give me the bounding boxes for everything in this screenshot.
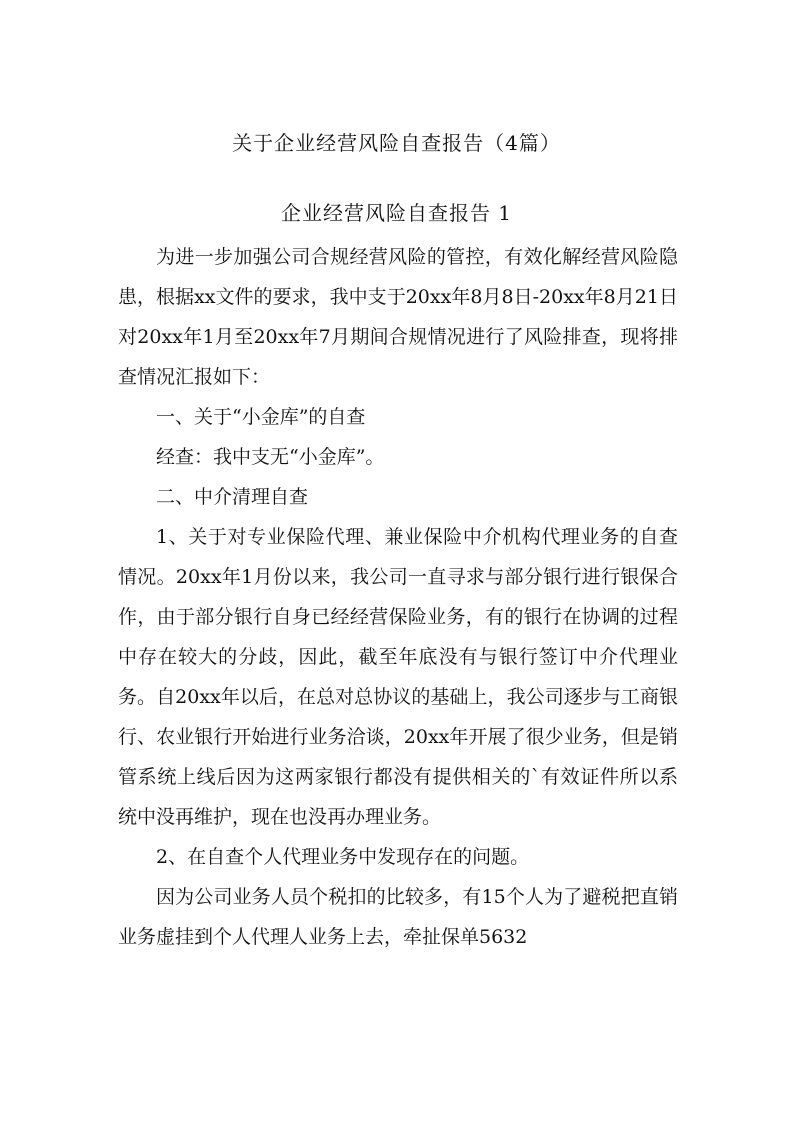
document-title: 关于企业经营风险自查报告（4篇） xyxy=(232,131,561,155)
paragraph-intro: 为进一步加强公司合规经营风险的管控，有效化解经营风险隐患，根据xx文件的要求，我中支于20xx年8月8日-20xx年8月21日对20xx年1月至20xx年7月期间合规情况进行了风险排查，现将排查情况汇报如下： xyxy=(118,246,678,388)
section-title: 企业经营风险自查报告 1 xyxy=(280,201,513,225)
paragraph-heading-1: 一、关于“小金库”的自查 xyxy=(156,406,366,428)
document-body xyxy=(118,237,678,957)
paragraph-item-1: 1、关于对专业保险代理、兼业保险中介机构代理业务的自查情况。20xx年1月份以来，我公司一直寻求与部分银行进行银保合作，由于部分银行自身已经经营保险业务，有的银行在协调的过程中存在较大的分歧，因此，截至年底没有与银行签订中介代理业务。自20xx年以后，在总对总协议的基础上，我公司逐步与工商银行、农业银行开始进行业务洽谈，20xx年开展了很少业务，但是销管系统上线后因为这两家银行都没有提供相关的`有效证件所以系统中没再维护，现在也没再办理业务。 xyxy=(118,526,678,828)
paragraph-item-2-detail: 因为公司业务人员个税扣的比较多，有15个人为了避税把直销业务虚挂到个人代理人业务上去，牵扯保单5632 xyxy=(118,886,678,948)
paragraph-heading-2: 二、中介清理自查 xyxy=(156,486,309,508)
paragraph-finding-1: 经查：我中支无“小金库”。 xyxy=(156,446,385,468)
paragraph-item-2: 2、在自查个人代理业务中发现存在的问题。 xyxy=(156,846,530,868)
